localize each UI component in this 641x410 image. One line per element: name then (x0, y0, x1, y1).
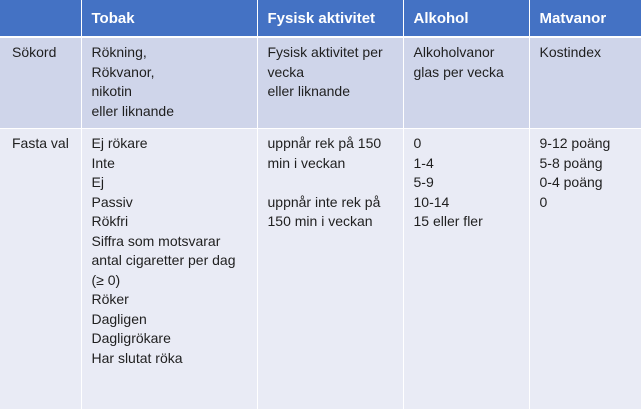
cell-line: Rökvanor, (91, 63, 155, 80)
cell-line: Röker (91, 291, 129, 307)
cell-line: uppnår rek på 150 (267, 135, 382, 151)
cell-line: Dagligen (91, 310, 147, 327)
fasta-val-row (0, 129, 641, 410)
cell-line: 5-9 (413, 174, 434, 190)
cell-line: nikotin (91, 83, 132, 99)
row-label: Fasta val (0, 129, 81, 410)
cell-line: Ej rökare (91, 135, 148, 151)
cell-line: vecka (267, 63, 305, 80)
cell-matvanor (529, 37, 641, 129)
cell-line: 0-4 poäng (539, 174, 603, 190)
cell-line: uppnår inte rek på (267, 193, 381, 210)
cell-line: Har slutat röka (91, 349, 183, 366)
header-tobak: Tobak (81, 0, 257, 37)
cell-tobak (81, 129, 257, 410)
cell-line: Siffra som motsvarar (91, 232, 221, 249)
cell-line: 0 (413, 135, 422, 151)
cell-line: 0 (539, 193, 548, 210)
row-label: Sökord (0, 37, 81, 129)
cell-line: 1-4 (413, 154, 434, 171)
sokord-row (0, 37, 641, 129)
cell-line: antal cigaretter per dag (91, 252, 236, 268)
header-alkohol: Alkohol (403, 0, 529, 37)
cell-line: 15 eller fler (413, 213, 483, 229)
cell-line: eller liknande (91, 102, 174, 119)
cell-line: Rökfri (91, 213, 129, 229)
header-empty (0, 0, 81, 37)
cell-line: 9-12 poäng (539, 135, 611, 151)
cell-line: Ej (91, 174, 104, 190)
cell-fysisk-aktivitet (257, 37, 403, 129)
cell-line: Fysisk aktivitet per (267, 44, 383, 60)
cell-line: glas per vecka (413, 63, 504, 80)
cell-line: 10-14 (413, 193, 450, 210)
header-matvanor: Matvanor (529, 0, 641, 37)
cell-alkohol (403, 37, 529, 129)
cell-fysisk-aktivitet (257, 129, 403, 410)
header-fysisk-aktivitet: Fysisk aktivitet (257, 0, 403, 37)
cell-line: Inte (91, 154, 115, 171)
cell-line: min i veckan (267, 154, 346, 171)
cell-line: eller liknande (267, 83, 350, 99)
cell-matvanor (529, 129, 641, 410)
cell-line: Dagligrökare (91, 330, 171, 346)
cell-line: Rökning, (91, 44, 147, 60)
cell-line: 150 min i veckan (267, 213, 373, 229)
cell-line: Alkoholvanor (413, 44, 495, 60)
cell-line: Passiv (91, 193, 133, 210)
header-row (0, 0, 641, 37)
cell-line: (≥ 0) (91, 271, 121, 288)
cell-line: Kostindex (539, 44, 601, 60)
cell-alkohol (403, 129, 529, 410)
cell-tobak (81, 37, 257, 129)
cell-line (268, 173, 397, 193)
cell-line: 5-8 poäng (539, 154, 603, 171)
